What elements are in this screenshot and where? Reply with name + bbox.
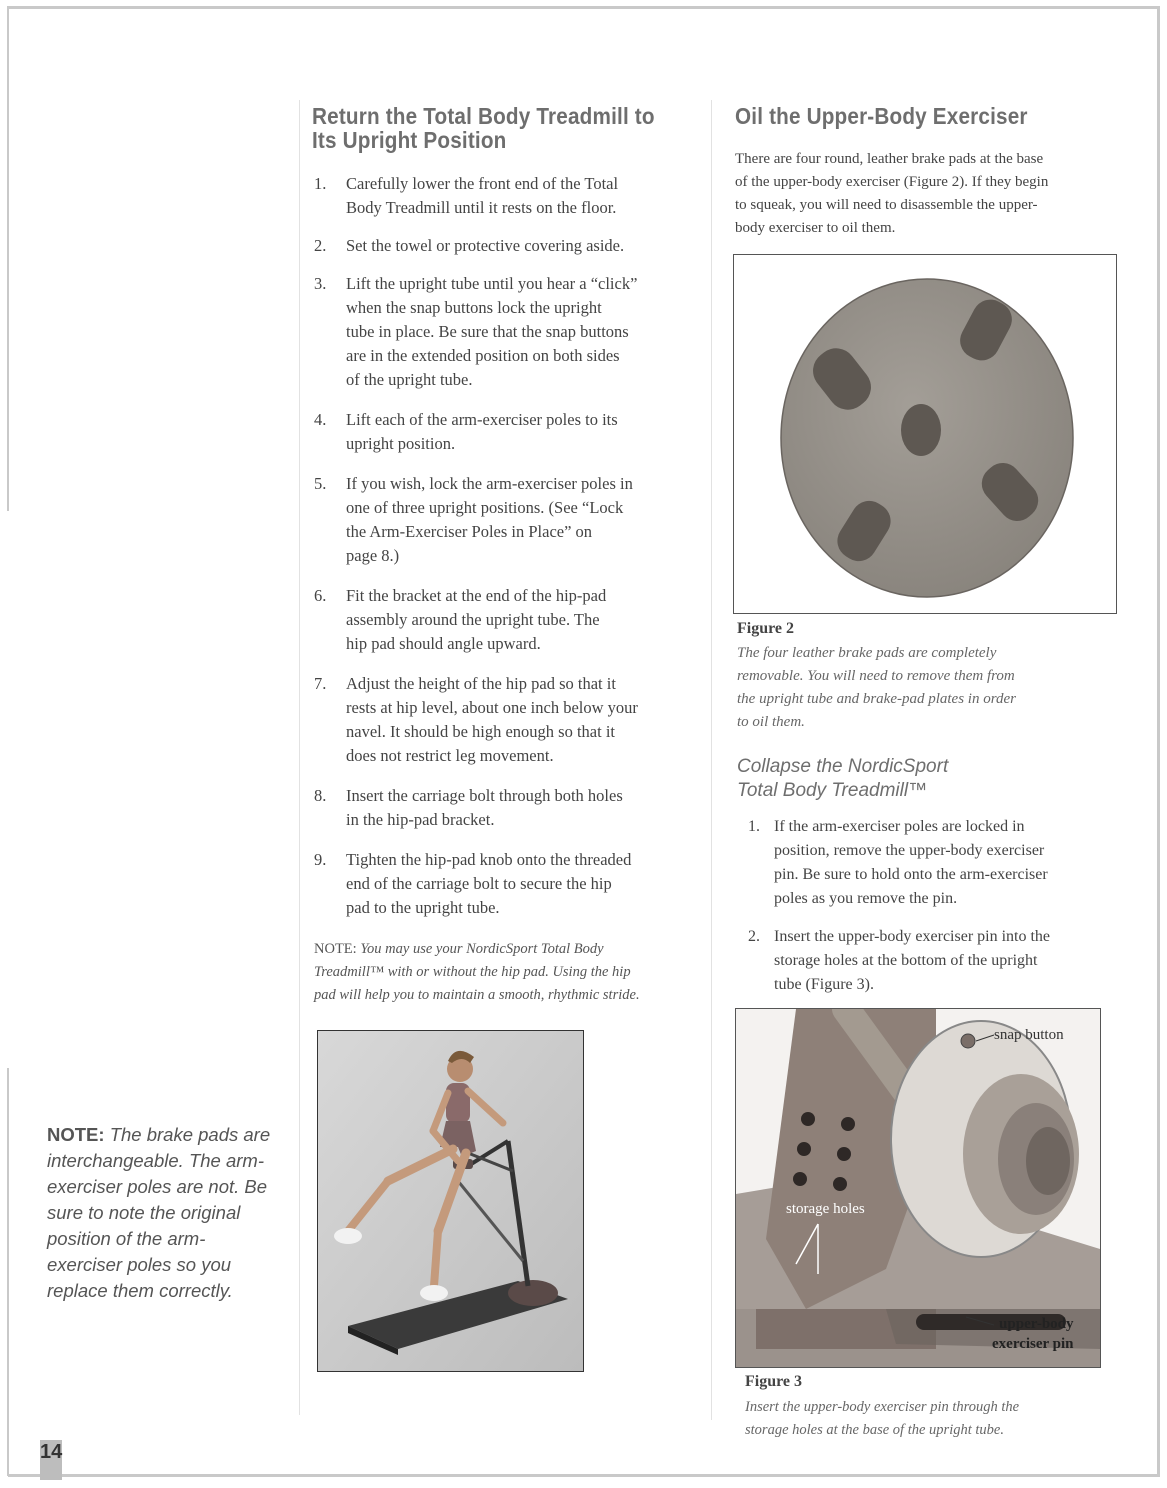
step-text: Tighten the hip-pad knob onto the threaded	[346, 850, 632, 869]
page-frame-right	[1157, 6, 1160, 1476]
step-text: poles as you remove the pin.	[774, 890, 958, 907]
step-text: are in the extended position on both sides	[346, 346, 620, 365]
step-number: 2.	[314, 236, 327, 255]
step-text: If the arm-exerciser poles are locked in	[774, 818, 1025, 835]
hip-pad-note	[314, 938, 709, 1007]
subheading-line: Total Body Treadmill™	[737, 780, 928, 801]
step-text: one of three upright positions. (See “Lock	[346, 498, 624, 517]
step-text: pin. Be sure to hold onto the arm-exerciser	[774, 866, 1048, 883]
step-text: rests at hip level, about one inch below your	[346, 698, 638, 717]
upright-steps-list	[314, 172, 709, 920]
caption-line: storage holes at the base of the upright tube.	[745, 1422, 1004, 1438]
step-text: does not restrict leg movement.	[346, 746, 554, 765]
person-shoe	[420, 1285, 448, 1301]
intro-line: to squeak, you will need to disassemble the upper-	[735, 197, 1038, 213]
step-text: If you wish, lock the arm-exerciser poles in	[346, 474, 633, 493]
step-item	[748, 925, 1128, 997]
intro-line: There are four round, leather brake pads at the base	[735, 151, 1044, 167]
step-text: in the hip-pad bracket.	[346, 810, 495, 829]
column-divider	[299, 100, 300, 1415]
page-frame-left-lower	[7, 1068, 9, 1476]
step-text: navel. It should be high enough so that it	[346, 722, 616, 741]
sidebar-note-text: exerciser poles so you	[47, 1254, 232, 1275]
figure-2-caption	[737, 642, 1137, 734]
storage-hole	[793, 1172, 807, 1186]
step-text: Insert the carriage bolt through both holes	[346, 786, 623, 805]
step-text: end of the carriage bolt to secure the hip	[346, 874, 612, 893]
storage-holes-label: storage holes	[786, 1201, 865, 1217]
step-number: 4.	[314, 410, 327, 429]
storage-hole	[841, 1117, 855, 1131]
title-line: Return the Total Body Treadmill to	[312, 103, 655, 129]
subheading-line: Collapse the NordicSport	[737, 756, 949, 777]
collapse-subheading	[737, 755, 948, 803]
step-number: 3.	[314, 274, 327, 293]
step-number: 8.	[314, 786, 327, 805]
sidebar-note	[47, 1122, 287, 1304]
step-item	[314, 848, 709, 920]
note-text: You may use your NordicSport Total Body	[360, 941, 604, 957]
note-label: NOTE:	[314, 941, 357, 957]
step-text: tube (Figure 3).	[774, 976, 874, 993]
section-title-oil: Oil the Upper-Body Exerciser	[735, 103, 1028, 129]
step-text: Set the towel or protective covering aside.	[346, 236, 625, 255]
pin-label-line: upper-body	[999, 1316, 1074, 1332]
step-number: 1.	[314, 174, 327, 193]
caption-line: Insert the upper-body exerciser pin through the	[745, 1399, 1020, 1415]
note-text: Treadmill™ with or without the hip pad. Using the hip	[314, 964, 631, 980]
step-text: pad to the upright tube.	[346, 898, 500, 917]
step-text: when the snap buttons lock the upright	[346, 298, 602, 317]
step-text: Adjust the height of the hip pad so that it	[346, 674, 616, 693]
caption-line: The four leather brake pads are completely	[737, 645, 997, 661]
step-text: assembly around the upright tube. The	[346, 610, 600, 629]
brake-pad-center	[901, 404, 941, 456]
step-number: 7.	[314, 674, 327, 693]
figure-3-title: Figure 3	[745, 1373, 803, 1390]
step-text: the Arm-Exerciser Poles in Place” on	[346, 522, 593, 541]
collapse-steps-list	[748, 815, 1128, 997]
step-text: Fit the bracket at the end of the hip-pad	[346, 586, 607, 605]
section-title-upright	[312, 104, 655, 152]
step-number: 1.	[748, 818, 760, 835]
storage-hole	[801, 1112, 815, 1126]
figure-2-title: Figure 2	[737, 620, 795, 637]
step-text: Carefully lower the front end of the Total	[346, 174, 619, 193]
step-text: upright position.	[346, 434, 456, 453]
snap-button-label: snap button	[994, 1027, 1064, 1043]
step-number: 5.	[314, 474, 327, 493]
step-text: Insert the upper-body exerciser pin into the	[774, 928, 1051, 945]
step-text: Lift the upright tube until you hear a “click”	[346, 274, 638, 293]
intro-line: body exerciser to oil them.	[735, 220, 896, 236]
sidebar-note-text: The brake pads are	[109, 1124, 271, 1145]
step-item	[314, 584, 709, 656]
step-text: Lift each of the arm-exerciser poles to its	[346, 410, 618, 429]
sidebar-note-label: NOTE:	[47, 1124, 105, 1145]
caption-line: removable. You will need to remove them from	[737, 668, 1015, 684]
brake-disc-graphic	[734, 255, 1116, 613]
step-number: 9.	[314, 850, 327, 869]
pin-label-line: exerciser pin	[992, 1336, 1074, 1352]
intro-line: of the upper-body exerciser (Figure 2). If they begin	[735, 174, 1049, 190]
step-item	[748, 815, 1128, 911]
step-item	[314, 234, 709, 258]
step-item	[314, 408, 709, 456]
snap-button	[961, 1034, 975, 1048]
step-item	[314, 272, 709, 392]
step-text: Body Treadmill until it rests on the floor.	[346, 198, 617, 217]
step-text: tube in place. Be sure that the snap buttons	[346, 322, 629, 341]
step-item	[314, 472, 709, 568]
page-frame-bottom	[8, 1474, 1160, 1477]
page-number: 14	[40, 1441, 63, 1463]
step-number: 2.	[748, 928, 760, 945]
person-shoe	[334, 1228, 362, 1244]
figure-2-frame	[733, 254, 1117, 614]
step-number: 6.	[314, 586, 327, 605]
sidebar-note-text: replace them correctly.	[47, 1280, 233, 1301]
caption-line: to oil them.	[737, 714, 805, 730]
oil-intro	[735, 148, 1135, 240]
step-text: of the upright tube.	[346, 370, 473, 389]
storage-hole	[833, 1177, 847, 1191]
caption-line: the upright tube and brake-pad plates in order	[737, 691, 1016, 707]
treadmill-photo	[317, 1030, 584, 1372]
storage-hole	[837, 1147, 851, 1161]
treadmill-photo-graphic	[318, 1031, 583, 1371]
page-frame-left	[7, 6, 9, 511]
note-text: pad will help you to maintain a smooth, rhythmic stride.	[314, 987, 640, 1003]
step-text: position, remove the upper-body exerciser	[774, 842, 1045, 859]
sidebar-note-text: exerciser poles are not. Be	[47, 1176, 268, 1197]
step-text: page 8.)	[346, 546, 400, 565]
flywheel	[508, 1280, 558, 1306]
sidebar-note-text: position of the arm-	[47, 1228, 206, 1249]
step-text: storage holes at the bottom of the upright	[774, 952, 1038, 969]
sidebar-note-text: sure to note the original	[47, 1202, 241, 1223]
page-frame-top	[8, 6, 1160, 9]
step-item	[314, 172, 709, 220]
sidebar-note-text: interchangeable. The arm-	[47, 1150, 264, 1171]
figure-3-caption	[745, 1396, 1135, 1442]
exerciser-pin-label	[992, 1314, 1074, 1354]
step-text: hip pad should angle upward.	[346, 634, 541, 653]
title-line: Its Upright Position	[312, 127, 507, 153]
step-item	[314, 784, 709, 832]
column-divider-right	[711, 100, 712, 1420]
step-item	[314, 672, 709, 768]
figure-3-frame	[735, 1008, 1101, 1368]
storage-hole	[797, 1142, 811, 1156]
